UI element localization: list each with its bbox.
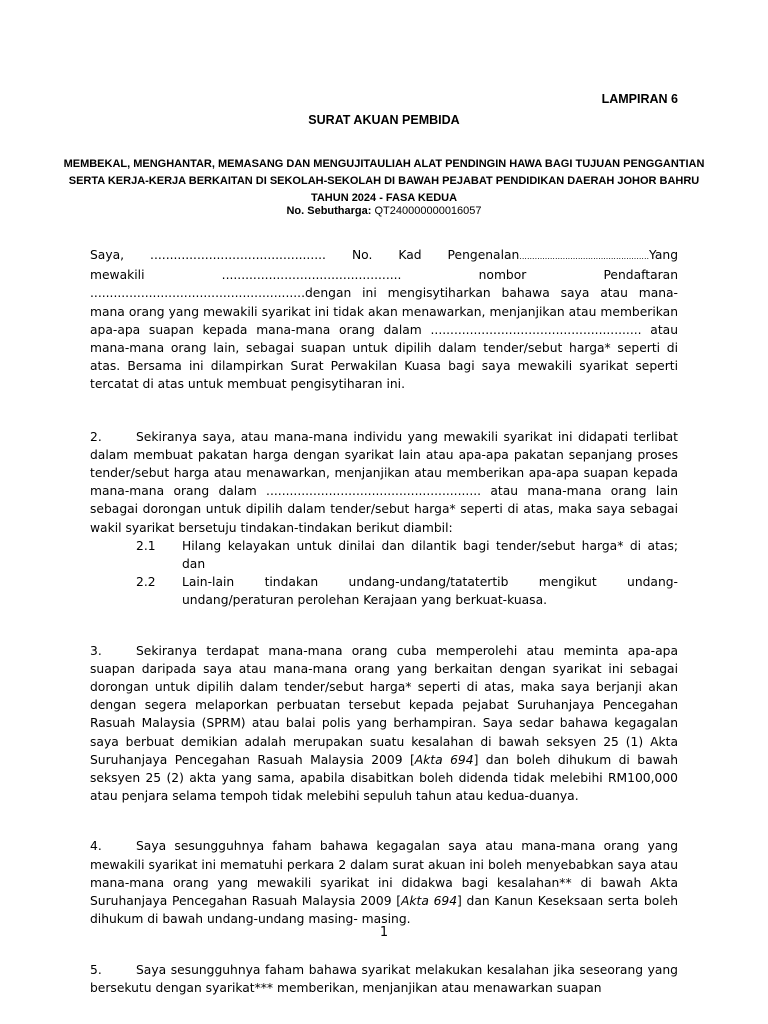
- list-item: [90, 537, 678, 573]
- paragraph-1-text: Yang: [649, 248, 678, 262]
- akta-reference: Akta 694: [414, 752, 474, 767]
- paragraph-2-text: [90, 428, 678, 537]
- paragraph-3-body: ] dan boleh dihukum di bawah seksyen 25 (2) akta yang sama, apabila disabitkan boleh didenda tidak melebihi RM100,000 atau penjara selama tempoh tidak melebihi sepuluh tahun atau kedua-duanya.: [90, 752, 679, 804]
- paragraph-2-body: Sekiranya saya, atau mana-mana individu yang mewakili syarikat ini didapati terlibat dalam membuat pakatan harga dengan syarikat lain atau apa-apa pakatan sepanjang proses tender/sebut harga atau menawarkan, menjanjikan atau memberikan apa-apa suapan kepada mana-mana orang dalam ....................................................... atau mana-mana orang lain sebagai dorongan untuk dipilih dalam tender/sebut harga* seperti di atas, maka saya sebagai wakil syarikat bersetuju tindakan-tindakan berikut diambil:: [90, 429, 678, 535]
- paragraph-3: [90, 642, 678, 806]
- list-item-number: 2.1: [136, 538, 156, 553]
- list-item: [90, 573, 678, 609]
- lampiran-label: LAMPIRAN 6: [601, 92, 678, 106]
- paragraph-5-body: Saya sesungguhnya faham bahawa syarikat melakukan kesalahan jika seseorang yang bersekutu dengan syarikat*** memberikan, menjanjikan atau menawarkan suapan: [90, 962, 678, 995]
- reference-value: QT240000000016057: [374, 205, 482, 217]
- paragraph-1-line: .......................................................dengan ini mengisytiharkan bahawa saya atau mana-: [90, 286, 678, 301]
- paragraph-1-text: Saya, ............................................. No. Kad Pengenalan: [90, 248, 520, 262]
- document-subject: MEMBEKAL, MENGHANTAR, MEMASANG DAN MENGUJITAULIAH ALAT PENDINGIN HAWA BAGI TUJUAN PENGGANTIAN SERTA KERJA-KERJA BERKAITAN DI SEKOLAH-SEKOLAH DI BAWAH PEJABAT PENDIDIKAN DAERAH JOHOR BAHRU TAHUN 2024 - FASA KEDUA: [63, 158, 705, 204]
- list-item-text: Lain-lain tindakan undang-undang/tatatertib mengikut undang-undang/peraturan perolehan Kerajaan yang berkuat-kuasa.: [182, 575, 678, 608]
- paragraph-2: [90, 428, 678, 610]
- paragraph-1-line: mewakili .............................................. nombor Pendaftaran: [90, 268, 678, 283]
- paragraph-5: [90, 961, 678, 997]
- document-body: [90, 246, 678, 1015]
- reference-number: [0, 205, 768, 217]
- paragraph-number: 4.: [90, 839, 102, 854]
- document-title: SURAT AKUAN PEMBIDA: [308, 113, 460, 127]
- paragraph-1-line: mana-mana orang lain, sebagai suapan untuk dipilih dalam tender/sebut harga* seperti di: [90, 341, 678, 356]
- paragraph-1-line: mana orang yang mewakili syarikat ini tidak akan menawarkan, menjanjikan atau memberikan: [90, 304, 678, 319]
- akta-reference: Akta 694: [401, 894, 458, 909]
- list-item-number: 2.2: [136, 575, 156, 590]
- paragraph-1-line: atas. Bersama ini dilampirkan Surat Perwakilan Kuasa bagi saya mewakili syarikat seperti: [90, 359, 678, 374]
- list-item-text: Hilang kelayakan untuk dinilai dan dilantik bagi tender/sebut harga* di atas; dan: [182, 538, 678, 572]
- paragraph-4-body: Saya sesungguhnya faham bahawa kegagalan saya atau mana-mana orang yang mewakili syarikat ini mematuhi perkara 2 dalam surat akuan ini boleh menyebabkan saya atau mana-mana orang yang mewakili syarikat ini didakwa bagi kesalahan** di bawah Akta Suruhanjaya Pencegahan Rasuah Malaysia 2009 [: [90, 839, 678, 909]
- paragraph-1-line: apa-apa suapan kepada mana-mana orang dalam ...................................................... atau: [90, 322, 678, 337]
- paragraph-4: [90, 837, 678, 928]
- paragraph-number: 3.: [90, 643, 102, 658]
- paragraph-3-body: Sekiranya terdapat mana-mana orang cuba memperolehi atau meminta apa-apa suapan daripada saya atau mana-mana orang yang berkaitan dengan syarikat ini sebagai dorongan untuk dipilih dalam tender/sebut harga* seperti di atas, maka saya berjanji akan dengan segera melaporkan perbuatan tersebut kepada pejabat Suruhanjaya Pencegahan Rasuah Malaysia (SPRM) atau balai polis yang berhampiran. Saya sedar bahawa kegagalan saya berbuat demikian adalah merupakan suatu kesalahan di bawah seksyen 25 (1) Akta Suruhanjaya Pencegahan Rasuah Malaysia 2009 [: [90, 643, 678, 767]
- reference-label: No. Sebutharga:: [286, 205, 372, 217]
- paragraph-1-line: [90, 246, 678, 266]
- paragraph-1-line: tercatat di atas untuk membuat pengisytiharan ini.: [90, 377, 405, 392]
- ic-dots: ...................................................: [519, 252, 650, 261]
- paragraph-number: 5.: [90, 962, 102, 977]
- paragraph-4-body: ] dan Kanun Keseksaan serta boleh dihukum di bawah undang-undang masing- masing.: [90, 894, 678, 927]
- paragraph-number: 2.: [90, 429, 102, 444]
- paragraph-1: [90, 246, 678, 394]
- page-number: 1: [379, 925, 389, 940]
